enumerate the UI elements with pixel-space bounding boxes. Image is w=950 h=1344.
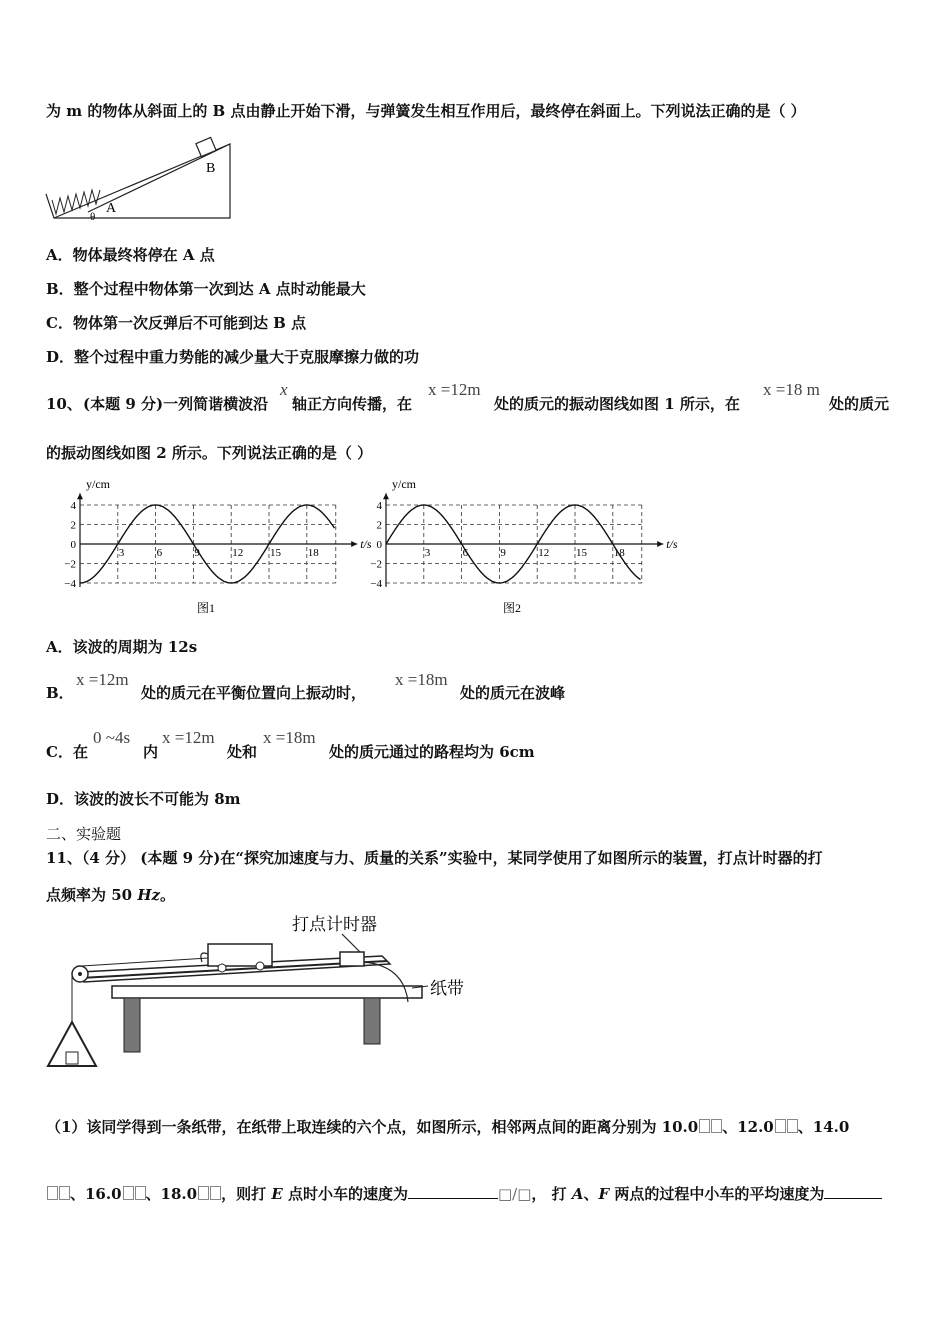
x-tick-18: 18 [307,547,319,559]
q11-hz: Hz [137,886,161,904]
x-tick-9: 9 [194,547,200,559]
label-b: B [206,161,216,176]
q11-line2: 点频率为 50 Hz。 [46,886,176,904]
q10-option-c-prefix: C．在 [46,743,88,761]
chart-fig1 [60,476,380,618]
q10-option-c-end: 处的质元通过的路程均为 6cm [329,743,535,761]
q10-part3: 处的质元的振动图线如图 1 所示，在 [494,395,740,413]
label-theta: θ [90,211,96,223]
q10-option-b-x12: x =12m [76,670,129,689]
y-tick-2: 2 [70,519,76,532]
x-tick-12: 12 [232,547,244,559]
x-tick-9: 9 [500,547,506,559]
answer-blank-2[interactable] [824,1198,882,1199]
apparatus-figure [42,910,482,1076]
y-tick--4: −4 [370,578,382,590]
q10-part4: 处的质元 [829,395,890,413]
q9-option-c: C．物体第一次反弹后不可能到达 B 点 [46,314,307,332]
q10-option-b-end: 处的质元在波峰 [460,684,566,702]
q10-option-b-prefix: B． [46,684,74,702]
x-tick-6: 6 [462,547,469,559]
section-heading: 二、实验题 [46,825,122,843]
q10-option-c-range: 0 ~4s [93,728,131,747]
x-tick-15: 15 [576,547,587,559]
q9-stem: 为 m 的物体从斜面上的 B 点由静止开始下滑，与弹簧发生相互作用后，最终停在斜面上。下列说法正确的是（ ） [46,102,806,120]
q11-line1: 11、（4 分） (本题 9 分)在“探究加速度与力、质量的关系”实验中，某同学使用了如图所示的装置，打点计时器的打 [46,849,823,867]
y-tick--2: −2 [64,558,76,571]
q10-option-b-x18: x =18m [395,670,448,689]
y-tick-0: 0 [70,539,76,551]
y-tick--2: −2 [370,558,382,571]
q11-sub1: （1）该同学得到一条纸带，在纸带上取连续的六个点，如图所示，相邻两点间的距离分别为 10.0 、12.0 、14.0 [46,1118,850,1136]
y-tick-2: 2 [376,519,382,532]
y-tick-4: 4 [376,500,382,512]
y-axis-label: y/cm [86,477,110,491]
q9-option-d: D．整个过程中重力势能的减少量大于克服摩擦力做的功 [46,348,420,366]
x-axis-label: t/s [360,537,372,551]
x-tick-18: 18 [613,547,625,559]
y-axis-label: y/cm [392,477,416,491]
incline-figure [42,134,242,224]
q10-option-c-and: 处和 [227,743,258,761]
label-a: A [106,201,117,216]
q10-option-c-x12: x =12m [162,728,215,747]
x-tick-12: 12 [538,547,550,559]
x-axis-arrow [657,541,663,547]
q10-option-b-mid: 处的质元在平衡位置向上振动时， [141,684,367,702]
q10-option-c-in: 内 [143,743,159,761]
x-tick-6: 6 [156,547,163,559]
q10-part2: 轴正方向传播，在 [292,395,413,413]
y-axis-arrow [383,493,389,499]
x-axis-arrow [351,541,357,547]
q9-option-b: B．整个过程中物体第一次到达 A 点时动能最大 [46,280,366,298]
q10-option-a: A．该波的周期为 12s [46,638,198,656]
timer-label: 打点计时器 [292,915,377,934]
x-tick-3: 3 [424,547,431,559]
q9-option-a: A．物体最终将停在 A 点 [46,246,215,264]
chart-fig2 [366,476,686,618]
answer-blank-1[interactable] [408,1198,498,1199]
q11-sub2: 、16.0 、18.0 ，则打 E 点时小车的速度为 □/□， 打 A、F 两点的过程中小车的平均速度为 [46,1184,882,1204]
x-axis-label: t/s [666,537,678,551]
chart-caption: 图2 [502,601,522,615]
tape-label: 纸带 [430,979,464,998]
q10-line2: 的振动图线如图 2 所示。下列说法正确的是（ ） [46,444,373,462]
q10-option-d: D．该波的波长不可能为 8m [46,790,241,808]
y-tick--4: −4 [64,578,76,590]
y-tick-0: 0 [376,539,382,551]
q10-option-c-x18: x =18m [263,728,316,747]
q10-number: 10、 [46,395,82,413]
y-axis-arrow [77,493,83,499]
x-tick-3: 3 [118,547,125,559]
q10-x18: x =18 m [763,380,820,399]
chart-caption: 图1 [196,601,216,615]
y-tick-4: 4 [70,500,76,512]
x-tick-15: 15 [270,547,281,559]
q10-x12: x =12m [428,380,481,399]
q10-x: x [280,380,288,399]
q10-part1: (本题 9 分)一列简谐横波沿 [83,395,269,413]
